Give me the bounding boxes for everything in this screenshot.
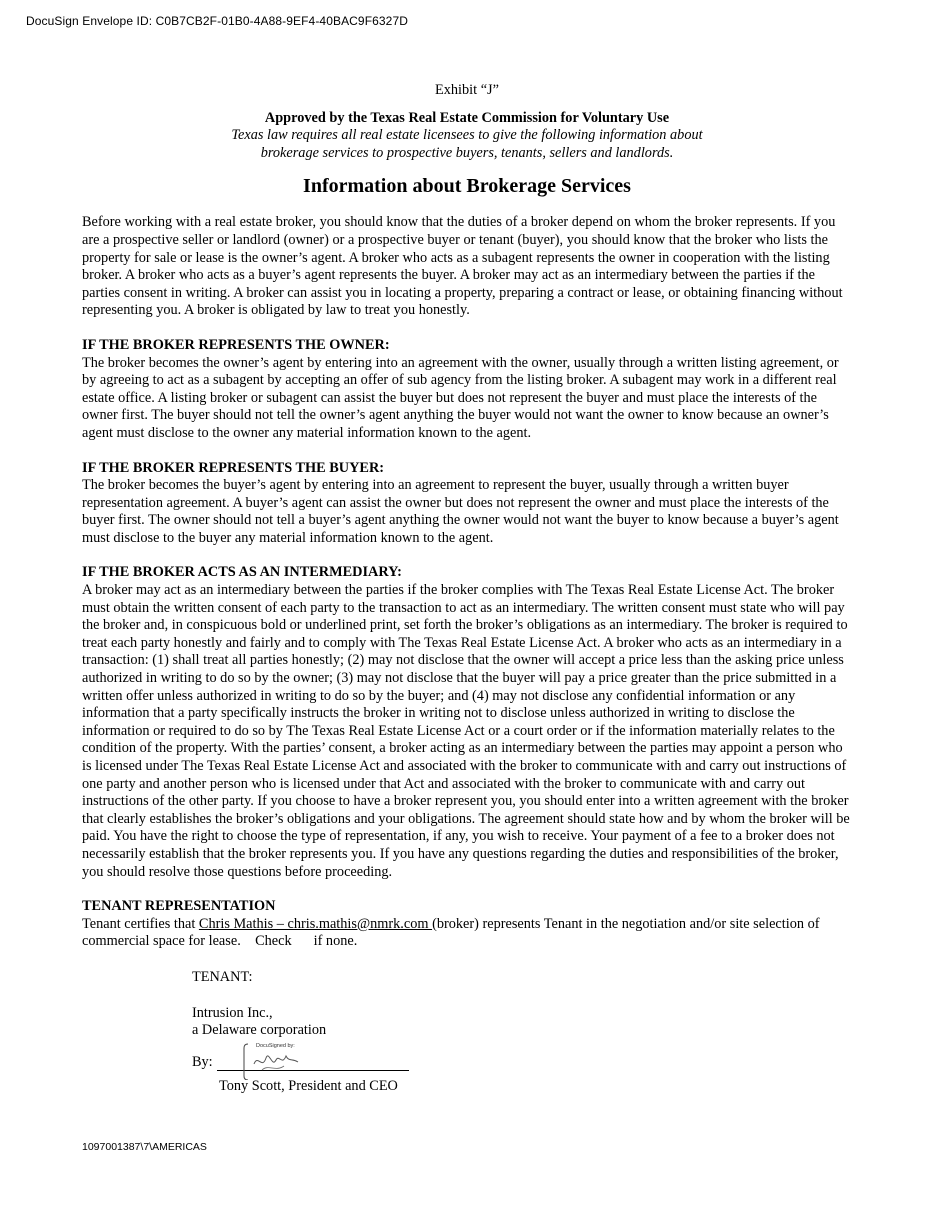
tenant-representation-text: [82, 916, 852, 951]
docusign-envelope-id: DocuSign Envelope ID: C0B7CB2F-01B0-4A88-9EF4-40BAC9F6327D: [26, 14, 409, 28]
buyer-body: The broker becomes the buyer’s agent by entering into an agreement to represent the buyer, usually through a written buyer representation agreement. A buyer’s agent can assist the owner but does not represent the owner and must place the interests of the buyer first. The owner should not tell a buyer’s agent anything the owner would not want the buyer to know because a buyer’s agent must disclose to the buyer any material information known to the agent.: [82, 477, 839, 546]
tenant-label: TENANT:: [192, 968, 253, 985]
company-type: a Delaware corporation: [192, 1022, 327, 1039]
approval-notice: Approved by the Texas Real Estate Commission for Voluntary Use: [264, 109, 670, 126]
intermediary-body: A broker may act as an intermediary between the parties if the broker complies with The Texas Real Estate License Act. The broker must obtain the written consent of each party to the transaction to act as an intermediary. The written consent must state who will pay the broker and, in conspicuous bold or underlined print, set forth the broker’s obligations as an intermediary. The broker is required to treat each party honestly and fairly and to comply with The Texas Real Estate License Act. A broker who acts as an intermediary in a transaction: (1) shall treat all parties honestly; (2) may not disclose that the owner will accept a price less than the asking price unless authorized in writing to do so by the owner; (3) may not disclose that the buyer will pay a price greater than the price submitted in a written offer unless authorized in writing to do so by the buyer; and (4) may not disclose any confidential information or any information that a party specifically instructs the broker in writing not to disclose unless authorized in writing to disclose the information or required to do so by The Texas Real Estate License Act or a court order or if the information materially relates to the condition of the property. With the parties’ consent, a broker acting as an intermediary between the parties may appoint a person who is licensed under The Texas Real Estate License Act and associated with the broker to communicate with and carry out instructions of one party and another person who is licensed under that Act and associated with the broker to communicate with and carry out instructions of the other party. If you choose to have a broker represent you, you should enter into a written agreement with the broker that clearly establishes the broker’s obligations and your obligations. The agreement should state how and by whom the broker will be paid. You have the right to choose the type of representation, if any, you wish to receive. Your payment of a fee to a broker does not necessarily establish that the broker represents you. If you have any questions regarding the duties and responsibilities of the broker, you should resolve those questions before proceeding.: [82, 582, 850, 880]
by-label: By:: [192, 1053, 213, 1070]
page-title: Information about Brokerage Services: [303, 175, 631, 198]
exhibit-label: Exhibit “J”: [435, 82, 499, 98]
intro-paragraph: Before working with a real estate broker, you should know that the duties of a broker depend on whom the broker represents. If you are a prospective seller or landlord (owner) or a prospective buyer or tenant (buyer), you should know that the broker who lists the property for sale or lease is the owner’s agent. A broker who acts as a subagent represents the owner in cooperation with the listing broker. A broker who acts as a buyer’s agent represents the buyer. A broker may act as an intermediary between the parties if the parties consent in writing. A broker can assist you in locating a property, preparing a contract or lease, or obtaining financing without representing you. A broker is obligated by law to treat you honestly.: [82, 214, 843, 319]
if-none-label: if none.: [313, 933, 358, 950]
document-page: [82, 82, 852, 1095]
docusign-signature-stamp[interactable]: [242, 1040, 316, 1080]
signature-line-row: [192, 1040, 852, 1078]
signature-stroke: [262, 1066, 284, 1070]
tenant-rep-suffix: (broker) represents Tenant in the negotiation and/or site selection of commercial space for lease.: [82, 915, 820, 950]
owner-body: The broker becomes the owner’s agent by entering into an agreement with the owner, usually through a written listing agreement, or by agreeing to act as a subagent by accepting an offer of sub agency from the listing broker. A subagent may work in a different real estate office. A listing broker or subagent can assist the buyer but does not represent the buyer and must place the interests of the owner first. The buyer should not tell the owner’s agent anything the buyer would not want the owner to know because an owner’s agent must disclose to the owner any material information known to the agent.: [82, 354, 839, 441]
none-checkbox[interactable]: [298, 935, 308, 945]
signer-name: Tony Scott, President and CEO: [219, 1077, 398, 1094]
owner-section: [82, 337, 852, 443]
document-footer-id: 1097001387\7\AMERICAS: [82, 1141, 207, 1153]
intermediary-section: [82, 564, 852, 881]
broker-name-field[interactable]: Chris Mathis – chris.mathis@nmrk.com: [198, 915, 433, 932]
buyer-heading: IF THE BROKER REPRESENTS THE BUYER:: [82, 459, 385, 476]
subtitle-line-2: brokerage services to prospective buyers, tenants, sellers and landlords.: [260, 144, 674, 161]
signature-scribble: [254, 1056, 298, 1064]
owner-heading: IF THE BROKER REPRESENTS THE OWNER:: [82, 336, 390, 353]
tenant-representation-heading: TENANT REPRESENTATION: [82, 898, 276, 915]
intermediary-heading: IF THE BROKER ACTS AS AN INTERMEDIARY:: [82, 564, 402, 581]
tenant-rep-prefix: Tenant certifies that: [82, 915, 199, 932]
tenant-representation-section: [82, 898, 852, 951]
buyer-section: [82, 460, 852, 548]
check-label: Check: [255, 933, 292, 950]
stamp-header-text: DocuSigned by:: [256, 1042, 295, 1049]
company-name: Intrusion Inc.,: [192, 1004, 273, 1021]
signature-block: [192, 969, 852, 1095]
subtitle-line-1: Texas law requires all real estate licensees to give the following information about: [231, 127, 703, 144]
